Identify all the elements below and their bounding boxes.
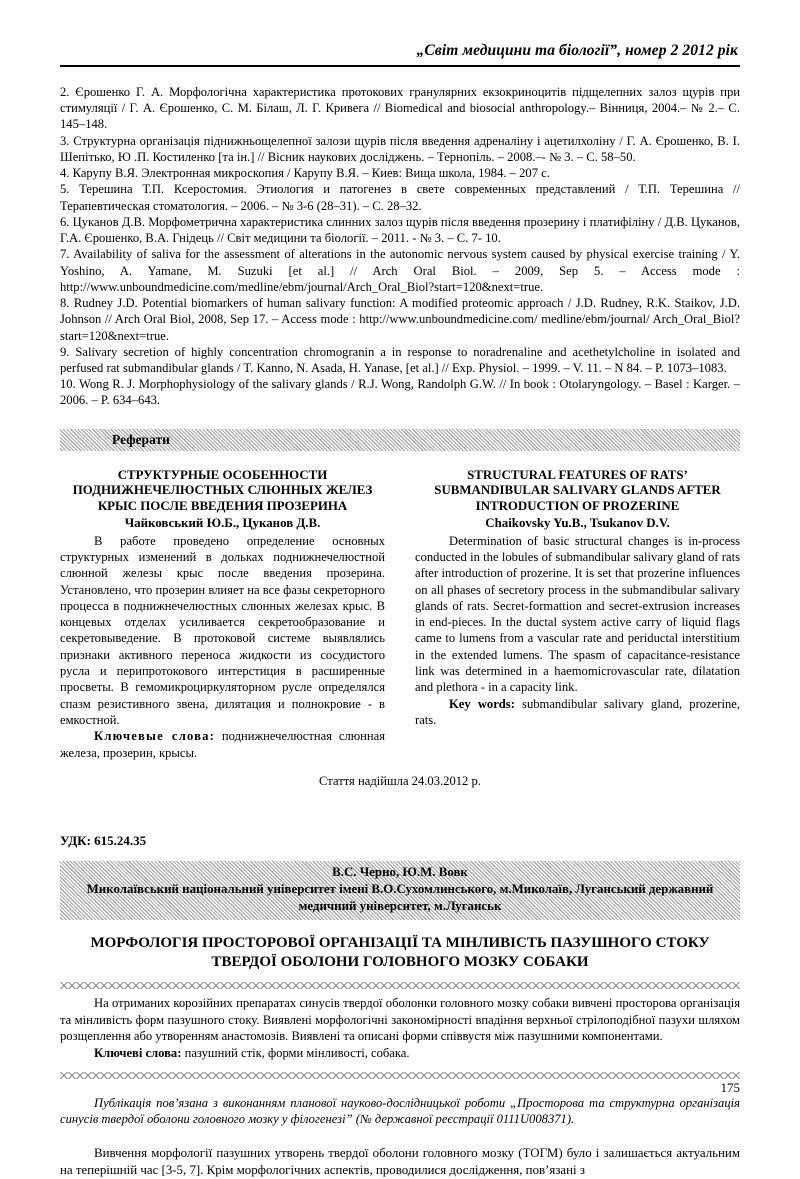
- keywords-label-en: Key words:: [449, 696, 515, 711]
- reference-item: 2. Єрошенко Г. А. Морфологічна характеристика протокових гранулярних екзокриноцитів підщелепних залоз щурів при стимуляції / Г. А. Єрошенко, С. М. Білаш, Л. Г. Кривега // Biomedical and biosocial anthropology.– Вінниця, 2004.– № 2.– С. 145–148.: [60, 85, 740, 132]
- keywords-value-ru: поднижнечелюстная слюнная железа, прозерин, крысы.: [60, 729, 386, 760]
- abstract-keywords-en: [415, 696, 740, 729]
- submission-date: Стаття надійшла 24.03.2012 р.: [319, 773, 481, 788]
- decorative-wave-rule-bottom: [60, 1072, 740, 1079]
- keywords-value-en: submandibular salivary gland, prozerine, rats.: [415, 696, 740, 727]
- abstract-body-ru: В работе проведено определение основных структурных изменений в дольках поднижнечелюстной слюнной железы крыс после введения прозерина. Установлено, что прозерин влияет на все фазы секреторного процесса в поднижнечелюстных слюнных железах крыс. В концевых отделах усиливается секретообразование и секретовыведение. В протоковой системе выявлялись признаки активного переноса жидкости из сосудистого русла и перипротокового интерстиция в расширенные просветы. В гемомикроциркуляторном русле определялся спазм резистивного звена, дилятация и полнокровие - в емкостной.: [60, 533, 385, 727]
- abstract-english: [415, 468, 740, 761]
- abstract-title-ru: СТРУКТУРНЫЕ ОСОБЕННОСТИ ПОДНИЖНЕЧЕЛЮСТНЫХ СЛЮННЫХ ЖЕЛЕЗ КРЫС ПОСЛЕ ВВЕДЕНИЯ ПРОЗЕРИНА: [72, 467, 373, 514]
- section-band-referaty: [60, 429, 740, 451]
- abstract-authors-en: Chaikovsky Yu.B., Tsukanov D.V.: [485, 515, 670, 530]
- article-body-paragraph: Вивчення морфології пазушних утворень твердої оболони головного мозку (ТОГМ) було і залишається актуальним на теперішній час [3-5, 7]. Крім морфологічних аспектів, проводилися дослідження, пов’язані з: [60, 1146, 740, 1178]
- udc-code: УДК: 615.24.35: [60, 832, 147, 848]
- reference-item: 3. Структурна організація піднижньощелепної залози щурів після введення адреналіну і ацетилхоліну / Г. А. Єрошенко, В. І. Шепітько, Ю .П. Костиленко [та ін.] // Вісник наукових досліджень. – Тернопіль. – 2008.–- № 3. – С. 58–50.: [60, 133, 740, 164]
- abstract-russian: [60, 468, 385, 761]
- article-title: МОРФОЛОГІЯ ПРОСТОРОВОЇ ОРГАНІЗАЦІЇ ТА МІНЛИВІСТЬ ПАЗУШНОГО СТОКУ ТВЕРДОЇ ОБОЛОНИ ГОЛОВНОГО МОЗКУ СОБАКИ: [90, 934, 710, 970]
- running-head: „Світ медицини та біології”, номер 2 2012 рік: [416, 42, 738, 59]
- reference-item: 5. Терешина Т.П. Ксеростомия. Этиология и патогенез в свете современных представлений / Т.П. Терешина // Терапевтическая стоматология. – 2006. – № 3-6 (28–31). – С. 28–32.: [60, 182, 740, 213]
- article-affiliation: Миколаївський національний університет імені В.О.Сухомлинського, м.Миколаїв, Луганський державний медичний університет, м.Луганськ: [86, 882, 714, 914]
- page-number: 175: [720, 1080, 740, 1095]
- decorative-wave-rule-top: [60, 982, 740, 989]
- article-keywords-label: Ключеві слова:: [94, 1045, 182, 1060]
- reference-item: 10. Wong R. J. Morphophysiology of the salivary glands / R.J. Wong, Randolph G.W. // In book : Otolaryngology. – Basel : Karger. – 2006. – P. 634–643.: [60, 377, 740, 408]
- abstract-title-en: STRUCTURAL FEATURES OF RATS’ SUBMANDIBULAR SALIVARY GLANDS AFTER INTRODUCTION OF PROZERINE: [434, 467, 721, 514]
- reference-item: 7. Availability of saliva for the assessment of alterations in the autonomic nervous system caused by physical exercise training / Y. Yoshino, A. Yamane, M. Suzuki [et al.] // Arch Oral Biol. – 2009, Sep 5. – Access mode : http://www.unboundmedicine.com/medline/ebm/journal/Arch_Oral_Biol?start=120&next=true.: [60, 247, 740, 294]
- abstract-authors-ru: Чайковський Ю.Б., Цуканов Д.В.: [124, 515, 321, 530]
- abstract-keywords-ru: [60, 728, 385, 761]
- article-header-band: [60, 861, 740, 920]
- abstract-body-en: Determination of basic structural changes is in-process conducted in the lobules of submandibular salivary gland of rats after introduction of prozerine. It is set that prozerine influences on all phases of secretory process in the submandibular salivary glands of rats. Secret-formattion and secret-extrusion increases in end-pieces. In the ductal system active carry of liquid flags came to lumens from a vascular rate and periductal interstitium in the extended lumens. The spasm of capacitance-resistance link was determined in a haemomicrovascular rate, dilatation and plethora - in a capacity link.: [415, 533, 740, 695]
- reference-item: 8. Rudney J.D. Potential biomarkers of human salivary function: A modified proteomic approach / J.D. Rudney, R.K. Staikov, J.D. Johnson // Arch Oral Biol, 2008, Sep 17. – Access mode : http://www.unboundmedicine.com/ medline/ebm/journal/ Arch_Oral_Biol? start=120&next=true.: [60, 296, 740, 343]
- funding-note: Публікація пов’язана з виконанням планової науково-дослідницької роботи „Просторова та структурна організація синусів твердої оболони головного мозку у філогенезі” (№ державної реєстрації 0111U008371).: [60, 1095, 740, 1127]
- article-keywords-value: пазушний стік, форми мінливості, собака.: [184, 1045, 410, 1060]
- section-band-label: Реферати: [112, 431, 170, 447]
- article-abstract: На отриманих корозійних препаратах синусів твердої оболонки головного мозку собаки вивчені просторова організація та мінливість форм пазушного стоку. Виявлені морфологічні закономірності впадіння верхньої стрілоподібної пазухи шляхом розщеплення або утворенням анастомозів. Виявлені та описані форми співвустя між пазушними компонентами.: [60, 996, 740, 1044]
- reference-item: 6. Цуканов Д.В. Морфометрична характеристика слинних залоз щурів після введення прозерину і платифіліну / Д.В. Цуканов, Г.А. Єрошенко, В.А. Гнідець // Світ медицини та біології. – 2011. - № 3. – С. 7- 10.: [60, 214, 740, 246]
- reference-item: 4. Карупу В.Я. Электронная микроскопия / Карупу В.Я. – Киев: Вища школа, 1984. – 207 с.: [60, 166, 550, 181]
- reference-list: [60, 84, 740, 409]
- header-rule: [60, 65, 740, 67]
- article-keywords: [60, 1045, 740, 1061]
- abstracts-columns: [60, 468, 740, 761]
- article-authors: В.С. Черно, Ю.М. Вовк: [332, 864, 468, 879]
- reference-item: 9. Salivary secretion of highly concentration chromogranin a in response to noradrenaline and acethetylcholine in isolated and perfused rat submandibular glands / T. Kanno, N. Asada, H. Yanase, [et al.] // Exp. Physiol. – 1999. – V. 11. – N 84. – P. 1073–1083.: [60, 344, 740, 375]
- keywords-label-ru: Ключевые слова:: [94, 729, 216, 744]
